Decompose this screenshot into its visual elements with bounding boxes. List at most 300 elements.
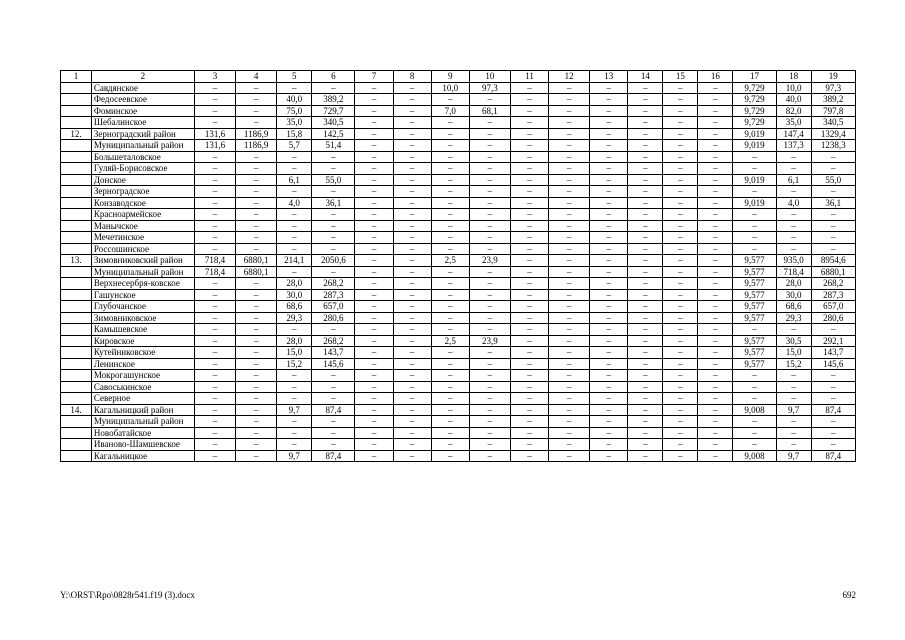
value-cell: 7,0	[431, 105, 469, 117]
value-cell: –	[590, 404, 628, 416]
value-cell: –	[236, 416, 277, 428]
value-cell: –	[628, 381, 663, 393]
row-number-cell	[61, 117, 92, 129]
value-cell: –	[393, 404, 431, 416]
value-cell: –	[393, 151, 431, 163]
value-cell: –	[698, 186, 733, 198]
value-cell: –	[628, 324, 663, 336]
value-cell: 280,6	[312, 312, 355, 324]
value-cell: 75,0	[277, 105, 312, 117]
value-cell: –	[236, 278, 277, 290]
value-cell: –	[510, 289, 548, 301]
value-cell: –	[663, 82, 698, 94]
value-cell: –	[355, 289, 393, 301]
value-cell: –	[236, 358, 277, 370]
value-cell: –	[698, 82, 733, 94]
value-cell: 657,0	[811, 301, 855, 313]
row-number-cell	[61, 197, 92, 209]
value-cell: –	[698, 232, 733, 244]
value-cell: –	[355, 404, 393, 416]
value-cell: –	[663, 140, 698, 152]
value-cell: –	[663, 94, 698, 106]
value-cell: –	[698, 312, 733, 324]
value-cell: –	[393, 358, 431, 370]
value-cell: –	[811, 243, 855, 255]
value-cell: 15,2	[776, 358, 811, 370]
value-cell: –	[393, 174, 431, 186]
column-header: 11	[510, 71, 548, 83]
value-cell: –	[776, 151, 811, 163]
value-cell: –	[355, 174, 393, 186]
value-cell: –	[549, 404, 590, 416]
value-cell: –	[776, 163, 811, 175]
value-cell: –	[469, 393, 510, 405]
value-cell: –	[393, 243, 431, 255]
value-cell: –	[663, 174, 698, 186]
value-cell: –	[469, 232, 510, 244]
value-cell: –	[549, 324, 590, 336]
value-cell: –	[549, 140, 590, 152]
value-cell: –	[510, 266, 548, 278]
value-cell: 4,0	[277, 197, 312, 209]
value-cell: –	[194, 439, 235, 451]
value-cell: –	[355, 358, 393, 370]
value-cell: –	[469, 289, 510, 301]
territory-name-cell: Зерноградское	[91, 186, 194, 198]
value-cell: –	[776, 370, 811, 382]
value-cell: –	[431, 439, 469, 451]
value-cell: –	[236, 220, 277, 232]
value-cell: –	[469, 381, 510, 393]
row-number-cell	[61, 289, 92, 301]
value-cell: –	[628, 427, 663, 439]
value-cell: –	[236, 186, 277, 198]
value-cell: –	[393, 301, 431, 313]
territory-name-cell: Кировское	[91, 335, 194, 347]
value-cell: –	[628, 174, 663, 186]
value-cell: –	[355, 232, 393, 244]
value-cell: –	[698, 289, 733, 301]
value-cell: –	[194, 151, 235, 163]
value-cell: –	[194, 381, 235, 393]
value-cell: –	[469, 427, 510, 439]
value-cell: –	[590, 94, 628, 106]
value-cell: –	[355, 393, 393, 405]
territory-name-cell: Гуляй-Борисовское	[91, 163, 194, 175]
territory-name-cell: Конзаводское	[91, 197, 194, 209]
value-cell: –	[469, 278, 510, 290]
value-cell: –	[510, 128, 548, 140]
value-cell: –	[590, 174, 628, 186]
value-cell: –	[663, 312, 698, 324]
value-cell: –	[469, 439, 510, 451]
value-cell: –	[776, 381, 811, 393]
value-cell: –	[312, 381, 355, 393]
value-cell: –	[312, 439, 355, 451]
value-cell: –	[733, 186, 776, 198]
row-number-cell	[61, 358, 92, 370]
row-number-cell	[61, 186, 92, 198]
value-cell: –	[194, 347, 235, 359]
value-cell: –	[698, 243, 733, 255]
value-cell: –	[393, 370, 431, 382]
value-cell: –	[277, 163, 312, 175]
value-cell: 6,1	[277, 174, 312, 186]
table-row	[61, 243, 856, 255]
value-cell: –	[663, 347, 698, 359]
value-cell: –	[393, 197, 431, 209]
value-cell: 9,008	[733, 404, 776, 416]
value-cell: –	[194, 186, 235, 198]
value-cell: –	[355, 220, 393, 232]
value-cell: –	[510, 312, 548, 324]
value-cell: –	[549, 128, 590, 140]
value-cell: –	[663, 370, 698, 382]
value-cell: –	[236, 105, 277, 117]
value-cell: 6880,1	[236, 255, 277, 267]
column-header: 5	[277, 71, 312, 83]
value-cell: –	[312, 324, 355, 336]
value-cell: –	[393, 128, 431, 140]
value-cell: 292,1	[811, 335, 855, 347]
table-row	[61, 427, 856, 439]
value-cell: –	[431, 427, 469, 439]
value-cell: 15,2	[277, 358, 312, 370]
row-number-cell	[61, 335, 92, 347]
value-cell: –	[431, 324, 469, 336]
value-cell: 9,577	[733, 255, 776, 267]
value-cell: –	[628, 209, 663, 221]
value-cell: –	[431, 278, 469, 290]
row-number-cell	[61, 278, 92, 290]
value-cell: 718,4	[776, 266, 811, 278]
value-cell: –	[698, 404, 733, 416]
territory-name-cell: Зерноградский район	[91, 128, 194, 140]
value-cell: 143,7	[312, 347, 355, 359]
column-header: 13	[590, 71, 628, 83]
value-cell: –	[628, 220, 663, 232]
value-cell: –	[590, 117, 628, 129]
value-cell: –	[698, 94, 733, 106]
value-cell: –	[393, 289, 431, 301]
value-cell: –	[194, 232, 235, 244]
value-cell: –	[663, 255, 698, 267]
value-cell: –	[628, 335, 663, 347]
value-cell: –	[549, 255, 590, 267]
value-cell: –	[194, 174, 235, 186]
value-cell: –	[236, 335, 277, 347]
territory-name-cell: Савдянское	[91, 82, 194, 94]
value-cell: –	[393, 416, 431, 428]
value-cell: 30,0	[776, 289, 811, 301]
value-cell: –	[733, 416, 776, 428]
value-cell: –	[628, 393, 663, 405]
value-cell: –	[194, 243, 235, 255]
value-cell: –	[776, 232, 811, 244]
value-cell: –	[393, 232, 431, 244]
value-cell: –	[194, 220, 235, 232]
value-cell: 9,019	[733, 128, 776, 140]
value-cell: –	[590, 289, 628, 301]
value-cell: –	[194, 358, 235, 370]
territory-name-cell: Манычское	[91, 220, 194, 232]
row-number-cell: 14.	[61, 404, 92, 416]
value-cell: 8954,6	[811, 255, 855, 267]
value-cell: –	[312, 163, 355, 175]
value-cell: –	[355, 450, 393, 462]
value-cell: –	[698, 370, 733, 382]
value-cell: –	[549, 289, 590, 301]
value-cell: –	[510, 393, 548, 405]
value-cell: –	[312, 220, 355, 232]
value-cell: –	[811, 232, 855, 244]
value-cell: –	[393, 105, 431, 117]
value-cell: –	[549, 416, 590, 428]
value-cell: 28,0	[277, 278, 312, 290]
value-cell: –	[510, 439, 548, 451]
column-header: 4	[236, 71, 277, 83]
value-cell: –	[628, 404, 663, 416]
value-cell: –	[628, 105, 663, 117]
value-cell: 287,3	[312, 289, 355, 301]
value-cell: –	[393, 266, 431, 278]
value-cell: –	[469, 347, 510, 359]
column-header: 3	[194, 71, 235, 83]
value-cell: –	[549, 163, 590, 175]
row-number-cell	[61, 266, 92, 278]
value-cell: –	[510, 163, 548, 175]
value-cell: –	[733, 381, 776, 393]
value-cell: –	[590, 335, 628, 347]
value-cell: –	[510, 381, 548, 393]
value-cell: –	[663, 220, 698, 232]
value-cell: –	[733, 243, 776, 255]
row-number-cell	[61, 439, 92, 451]
value-cell: –	[277, 186, 312, 198]
value-cell: –	[698, 416, 733, 428]
column-header: 16	[698, 71, 733, 83]
territory-name-cell: Муниципальный район	[91, 140, 194, 152]
value-cell: 29,3	[776, 312, 811, 324]
value-cell: –	[277, 243, 312, 255]
value-cell: –	[355, 324, 393, 336]
territory-name-cell: Кагальницкий район	[91, 404, 194, 416]
value-cell: –	[663, 197, 698, 209]
value-cell: 40,0	[277, 94, 312, 106]
row-number-cell	[61, 370, 92, 382]
value-cell: –	[590, 243, 628, 255]
territory-name-cell: Зимовниковский район	[91, 255, 194, 267]
value-cell: 9,7	[776, 450, 811, 462]
table-row	[61, 209, 856, 221]
value-cell: –	[590, 381, 628, 393]
value-cell: –	[663, 301, 698, 313]
value-cell: –	[277, 220, 312, 232]
column-header: 9	[431, 71, 469, 83]
value-cell: 55,0	[312, 174, 355, 186]
value-cell: –	[194, 278, 235, 290]
value-cell: –	[698, 301, 733, 313]
value-cell: –	[510, 450, 548, 462]
value-cell: –	[469, 151, 510, 163]
territory-name-cell: Красноармейское	[91, 209, 194, 221]
value-cell: –	[663, 278, 698, 290]
value-cell: –	[549, 439, 590, 451]
value-cell: –	[628, 197, 663, 209]
value-cell: –	[469, 117, 510, 129]
column-header: 12	[549, 71, 590, 83]
value-cell: –	[733, 393, 776, 405]
value-cell: –	[628, 255, 663, 267]
value-cell: 1329,4	[811, 128, 855, 140]
value-cell: 131,6	[194, 128, 235, 140]
value-cell: 87,4	[312, 404, 355, 416]
value-cell: –	[590, 324, 628, 336]
value-cell: –	[236, 450, 277, 462]
value-cell: –	[393, 335, 431, 347]
value-cell: –	[469, 128, 510, 140]
value-cell: –	[469, 450, 510, 462]
value-cell: –	[698, 105, 733, 117]
value-cell: 268,2	[811, 278, 855, 290]
value-cell: –	[510, 358, 548, 370]
value-cell: –	[469, 94, 510, 106]
value-cell: –	[590, 358, 628, 370]
territory-name-cell: Мокрогашунское	[91, 370, 194, 382]
row-number-cell	[61, 232, 92, 244]
table-row	[61, 186, 856, 198]
value-cell: –	[431, 186, 469, 198]
value-cell: 1186,9	[236, 140, 277, 152]
value-cell: –	[590, 393, 628, 405]
territory-name-cell: Савоськинское	[91, 381, 194, 393]
value-cell: –	[393, 140, 431, 152]
column-header: 19	[811, 71, 855, 83]
value-cell: 9,577	[733, 312, 776, 324]
value-cell: 9,577	[733, 358, 776, 370]
value-cell: –	[698, 358, 733, 370]
value-cell: –	[733, 439, 776, 451]
value-cell: –	[355, 347, 393, 359]
value-cell: –	[194, 289, 235, 301]
value-cell: –	[355, 117, 393, 129]
column-header: 15	[663, 71, 698, 83]
value-cell: –	[811, 220, 855, 232]
value-cell: 143,7	[811, 347, 855, 359]
value-cell: –	[355, 186, 393, 198]
value-cell: –	[628, 358, 663, 370]
value-cell: 30,5	[776, 335, 811, 347]
value-cell: –	[393, 347, 431, 359]
row-number-cell	[61, 105, 92, 117]
table-row	[61, 370, 856, 382]
value-cell: –	[393, 427, 431, 439]
value-cell: –	[277, 393, 312, 405]
value-cell: 9,008	[733, 450, 776, 462]
value-cell: 389,2	[312, 94, 355, 106]
territory-name-cell: Гашунское	[91, 289, 194, 301]
value-cell: –	[236, 209, 277, 221]
value-cell: –	[312, 370, 355, 382]
value-cell: –	[776, 209, 811, 221]
value-cell: –	[431, 312, 469, 324]
value-cell: –	[590, 163, 628, 175]
value-cell: –	[469, 312, 510, 324]
value-cell: 268,2	[312, 278, 355, 290]
value-cell: –	[698, 347, 733, 359]
page-number: 692	[842, 590, 856, 600]
value-cell: –	[355, 163, 393, 175]
value-cell: –	[355, 105, 393, 117]
value-cell: –	[510, 105, 548, 117]
value-cell: –	[236, 94, 277, 106]
value-cell: –	[698, 151, 733, 163]
value-cell: –	[628, 301, 663, 313]
value-cell: –	[549, 450, 590, 462]
value-cell: –	[590, 427, 628, 439]
value-cell: –	[628, 82, 663, 94]
column-header: 14	[628, 71, 663, 83]
value-cell: –	[549, 301, 590, 313]
value-cell: –	[194, 393, 235, 405]
value-cell: –	[663, 324, 698, 336]
value-cell: –	[355, 370, 393, 382]
value-cell: –	[431, 289, 469, 301]
value-cell: –	[469, 163, 510, 175]
value-cell: –	[393, 94, 431, 106]
value-cell: –	[312, 151, 355, 163]
value-cell: –	[776, 186, 811, 198]
value-cell: –	[277, 151, 312, 163]
value-cell: –	[510, 174, 548, 186]
value-cell: 9,577	[733, 266, 776, 278]
value-cell: –	[194, 209, 235, 221]
value-cell: –	[469, 220, 510, 232]
value-cell: –	[194, 82, 235, 94]
value-cell: –	[355, 278, 393, 290]
value-cell: –	[549, 105, 590, 117]
value-cell: 9,019	[733, 140, 776, 152]
value-cell: 389,2	[811, 94, 855, 106]
value-cell: 97,3	[811, 82, 855, 94]
row-number-cell	[61, 324, 92, 336]
value-cell: –	[469, 324, 510, 336]
value-cell: –	[393, 393, 431, 405]
value-cell: –	[628, 232, 663, 244]
value-cell: 87,4	[811, 404, 855, 416]
table-row	[61, 266, 856, 278]
value-cell: –	[393, 163, 431, 175]
value-cell: –	[277, 209, 312, 221]
territory-name-cell: Кутейниковское	[91, 347, 194, 359]
value-cell: 30,0	[277, 289, 312, 301]
value-cell: 9,019	[733, 174, 776, 186]
value-cell: 9,577	[733, 301, 776, 313]
value-cell: –	[393, 439, 431, 451]
value-cell: –	[628, 163, 663, 175]
row-number-cell	[61, 140, 92, 152]
value-cell: –	[549, 220, 590, 232]
value-cell: –	[393, 450, 431, 462]
value-cell: 9,729	[733, 82, 776, 94]
value-cell: –	[549, 186, 590, 198]
value-cell: –	[510, 370, 548, 382]
value-cell: 268,2	[312, 335, 355, 347]
value-cell: 6880,1	[236, 266, 277, 278]
value-cell: 137,3	[776, 140, 811, 152]
value-cell: –	[510, 324, 548, 336]
value-cell: –	[549, 312, 590, 324]
